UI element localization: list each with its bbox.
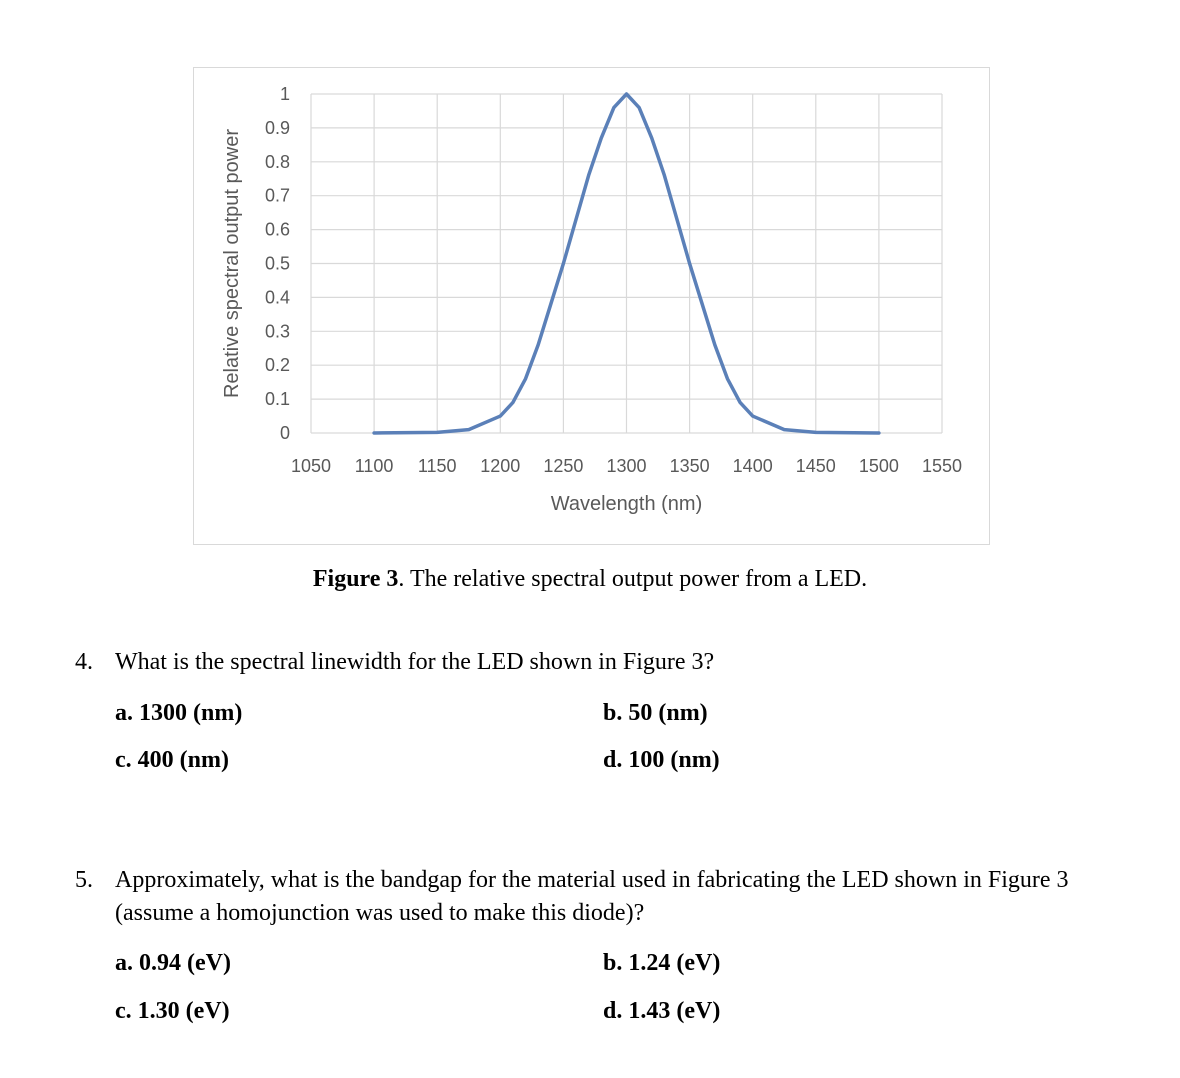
figure-caption-label: Figure 3 — [312, 566, 399, 592]
question-5-option-a[interactable]: a. 0.94 (eV) — [115, 950, 231, 976]
x-tick-label: 1550 — [921, 456, 963, 476]
y-tick-label: 0.4 — [264, 287, 290, 308]
x-tick-label: 1100 — [354, 456, 394, 476]
y-tick-label: 0.2 — [264, 355, 290, 376]
x-tick-label: 1300 — [606, 456, 647, 476]
x-tick-label: 1200 — [480, 456, 521, 476]
y-tick-label: 0.1 — [264, 389, 290, 410]
y-tick-label: 0.3 — [264, 321, 290, 342]
question-4-option-a[interactable]: a. 1300 (nm) — [115, 700, 243, 726]
x-axis-label: Wavelength (nm) — [550, 493, 703, 515]
question-4-option-d[interactable]: d. 100 (nm) — [603, 747, 720, 773]
y-tick-label: 0.6 — [264, 219, 290, 240]
x-tick-label: 1050 — [290, 456, 332, 476]
question-4-option-b[interactable]: b. 50 (nm) — [603, 700, 708, 726]
question-5-text: Approximately, what is the bandgap for the material used in fabricating the LED shown in Figure 3 (assume a homojunction was used to make this diode)? — [115, 867, 1069, 926]
y-tick-label: 0.7 — [264, 185, 290, 206]
y-tick-label: 0 — [279, 423, 290, 443]
y-axis-label: Relative spectral output power — [221, 128, 243, 399]
question-5-option-c[interactable]: c. 1.30 (eV) — [115, 998, 230, 1024]
question-5-option-d[interactable]: d. 1.43 (eV) — [603, 998, 721, 1024]
figure-caption — [0, 563, 1180, 595]
y-tick-label: 1 — [279, 84, 290, 104]
x-tick-label: 1400 — [732, 456, 773, 476]
question-4-number: 4. — [75, 649, 93, 675]
y-tick-label: 0.9 — [264, 117, 290, 138]
question-5-option-b[interactable]: b. 1.24 (eV) — [603, 950, 721, 976]
x-tick-label: 1450 — [795, 456, 836, 476]
x-tick-label: 1250 — [543, 456, 584, 476]
x-tick-label: 1500 — [858, 456, 899, 476]
figure-caption-text: . The relative spectral output power from a LED. — [398, 566, 868, 592]
y-tick-label: 0.8 — [264, 151, 290, 172]
question-5-number: 5. — [75, 867, 93, 893]
spectral-chart — [193, 67, 990, 545]
question-4-text: What is the spectral linewidth for the LED shown in Figure 3? — [115, 649, 715, 675]
x-tick-label: 1150 — [417, 456, 457, 476]
x-tick-label: 1350 — [669, 456, 710, 476]
question-4-option-c[interactable]: c. 400 (nm) — [115, 747, 229, 773]
y-tick-label: 0.5 — [264, 253, 290, 274]
